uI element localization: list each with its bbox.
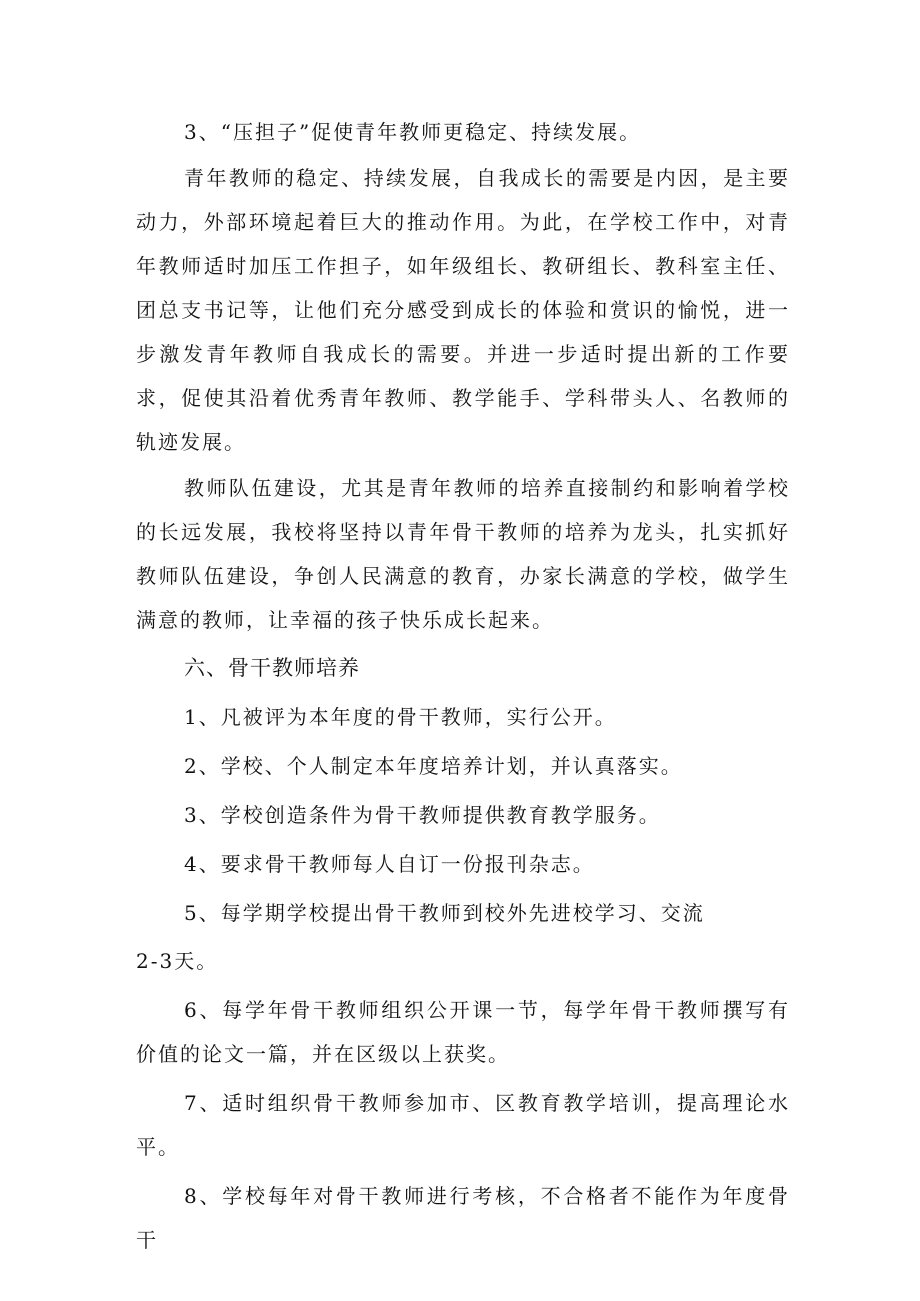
list-item-4: 4、要求骨干教师每人自订一份报刊杂志。 (184, 852, 595, 876)
item-3-title: 3、“压担子”促使青年教师更稳定、持续发展。 (184, 120, 642, 144)
list-item-6: 6、每学年骨干教师组织公开课一节，每学年骨干教师撰写有价值的论文一篇，并在区级以上获奖。 (136, 998, 790, 1066)
section-heading: 六、骨干教师培养 (184, 656, 360, 680)
list-item-3: 3、学校创造条件为骨干教师提供教育教学服务。 (184, 803, 661, 827)
summary-paragraph: 教师队伍建设，尤其是青年教师的培养直接制约和影响着学校的长远发展，我校将坚持以青年骨干教师的培养为龙头，扎实抓好教师队伍建设，争创人民满意的教育，办家长满意的学校，做学生满意的教师，让幸福的孩子快乐成长起来。 (136, 476, 790, 632)
list-item-5: 5、每学期学校提出骨干教师到校外先进校学习、交流 (184, 901, 705, 925)
list-item-2: 2、学校、个人制定本年度培养计划，并认真落实。 (184, 754, 683, 778)
list-item-8: 8、学校每年对骨干教师进行考核，不合格者不能作为年度骨干 (136, 1184, 790, 1252)
list-item-5-continuation: 2-3天。 (136, 949, 219, 973)
item-3-body-paragraph: 青年教师的稳定、持续发展，自我成长的需要是内因，是主要动力，外部环境起着巨大的推动作用。为此，在学校工作中，对青年教师适时加压工作担子，如年级组长、教研组长、教科室主任、团总支书记等，让他们充分感受到成长的体验和赏识的愉悦，进一步激发青年教师自我成长的需要。并进一步适时提出新的工作要求，促使其沿着优秀青年教师、教学能手、学科带头人、名教师的轨迹发展。 (136, 166, 790, 454)
list-item-7: 7、适时组织骨干教师参加市、区教育教学培训，提高理论水平。 (136, 1091, 790, 1159)
document-body (136, 110, 790, 1262)
list-item-1: 1、凡被评为本年度的骨干教师，实行公开。 (184, 705, 617, 729)
